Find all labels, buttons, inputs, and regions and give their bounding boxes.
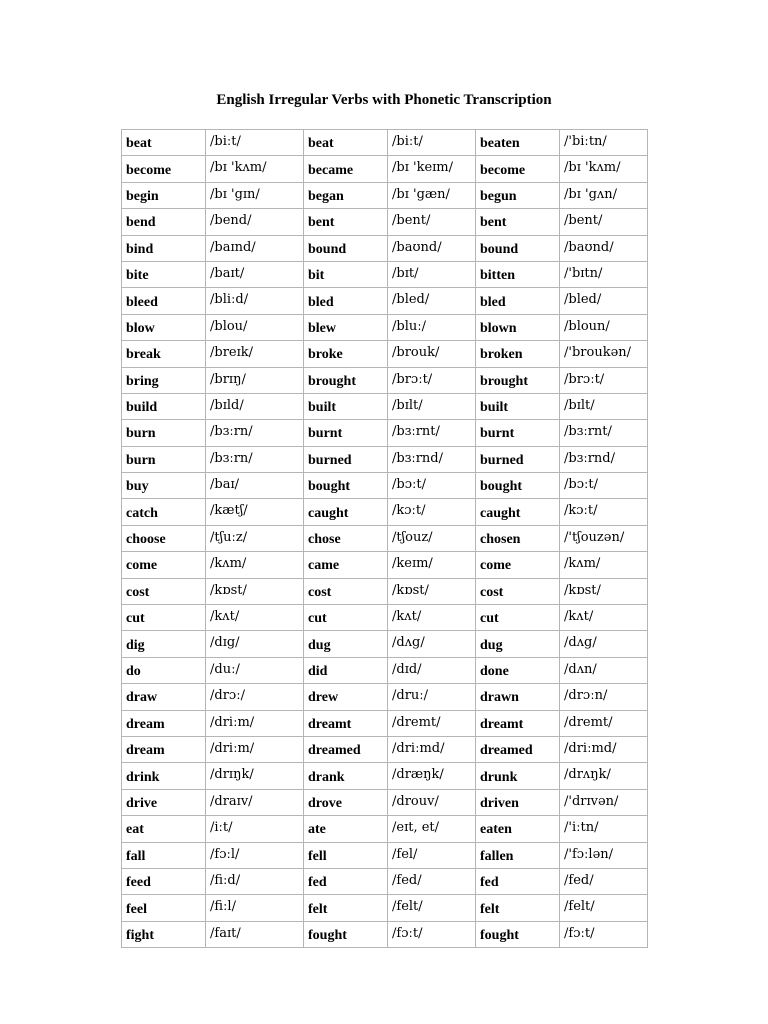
participle-form-cell: become	[476, 156, 560, 182]
past-form-cell: ate	[304, 816, 388, 842]
base-ipa-cell: /bɪ 'kʌm/	[206, 156, 304, 182]
participle-form-cell: driven	[476, 790, 560, 816]
table-row	[122, 763, 648, 789]
base-form-cell: fall	[122, 843, 206, 869]
table-row	[122, 315, 648, 341]
past-form-cell: fell	[304, 843, 388, 869]
table-row	[122, 711, 648, 737]
base-ipa-cell: /fɔːl/	[206, 843, 304, 869]
past-ipa-cell: /brɔːt/	[388, 368, 476, 394]
table-row	[122, 288, 648, 314]
table-row	[122, 420, 648, 446]
participle-form-cell: burned	[476, 447, 560, 473]
base-ipa-cell: /draɪv/	[206, 790, 304, 816]
table-row	[122, 737, 648, 763]
table-row	[122, 922, 648, 948]
past-form-cell: bound	[304, 236, 388, 262]
base-form-cell: bend	[122, 209, 206, 235]
participle-ipa-cell: /drɔːn/	[560, 684, 648, 710]
base-form-cell: dig	[122, 631, 206, 657]
past-form-cell: drank	[304, 763, 388, 789]
base-form-cell: come	[122, 552, 206, 578]
participle-ipa-cell: /bloun/	[560, 315, 648, 341]
participle-form-cell: cut	[476, 605, 560, 631]
participle-form-cell: bent	[476, 209, 560, 235]
participle-form-cell: beaten	[476, 130, 560, 156]
past-form-cell: caught	[304, 499, 388, 525]
past-ipa-cell: /bɪt/	[388, 262, 476, 288]
base-ipa-cell: /bliːd/	[206, 288, 304, 314]
past-form-cell: fought	[304, 922, 388, 948]
base-ipa-cell: /breɪk/	[206, 341, 304, 367]
base-ipa-cell: /bɪ 'gɪn/	[206, 183, 304, 209]
participle-form-cell: dug	[476, 631, 560, 657]
base-form-cell: beat	[122, 130, 206, 156]
base-form-cell: feed	[122, 869, 206, 895]
base-ipa-cell: /baɪt/	[206, 262, 304, 288]
base-ipa-cell: /brɪŋ/	[206, 368, 304, 394]
base-ipa-cell: /drɪŋk/	[206, 763, 304, 789]
participle-ipa-cell: /bɪlt/	[560, 394, 648, 420]
participle-ipa-cell: /bɔːt/	[560, 473, 648, 499]
past-form-cell: beat	[304, 130, 388, 156]
past-ipa-cell: /bɜːrnt/	[388, 420, 476, 446]
base-ipa-cell: /blou/	[206, 315, 304, 341]
participle-form-cell: come	[476, 552, 560, 578]
past-ipa-cell: /biːt/	[388, 130, 476, 156]
participle-ipa-cell: /fed/	[560, 869, 648, 895]
past-ipa-cell: /dɪd/	[388, 658, 476, 684]
participle-ipa-cell: /bɜːrnd/	[560, 447, 648, 473]
base-form-cell: cut	[122, 605, 206, 631]
participle-form-cell: built	[476, 394, 560, 420]
table-row	[122, 605, 648, 631]
participle-ipa-cell: /'biːtn/	[560, 130, 648, 156]
past-ipa-cell: /drouv/	[388, 790, 476, 816]
base-form-cell: do	[122, 658, 206, 684]
participle-ipa-cell: /dʌn/	[560, 658, 648, 684]
past-ipa-cell: /bɪ 'keɪm/	[388, 156, 476, 182]
base-form-cell: blow	[122, 315, 206, 341]
past-form-cell: bled	[304, 288, 388, 314]
participle-ipa-cell: /kɔːt/	[560, 499, 648, 525]
table-row	[122, 631, 648, 657]
past-ipa-cell: /bled/	[388, 288, 476, 314]
base-ipa-cell: /kɒst/	[206, 579, 304, 605]
past-form-cell: felt	[304, 895, 388, 921]
past-ipa-cell: /keɪm/	[388, 552, 476, 578]
table-row	[122, 394, 648, 420]
past-ipa-cell: /bluː/	[388, 315, 476, 341]
past-ipa-cell: /kɔːt/	[388, 499, 476, 525]
participle-form-cell: caught	[476, 499, 560, 525]
past-ipa-cell: /bɪ 'gæn/	[388, 183, 476, 209]
participle-form-cell: eaten	[476, 816, 560, 842]
base-ipa-cell: /bɜːrn/	[206, 420, 304, 446]
participle-form-cell: bound	[476, 236, 560, 262]
participle-ipa-cell: /felt/	[560, 895, 648, 921]
participle-ipa-cell: /'broukən/	[560, 341, 648, 367]
base-ipa-cell: /kʌm/	[206, 552, 304, 578]
table-row	[122, 183, 648, 209]
past-ipa-cell: /druː/	[388, 684, 476, 710]
past-ipa-cell: /eɪt, et/	[388, 816, 476, 842]
table-row	[122, 447, 648, 473]
page-title: English Irregular Verbs with Phonetic Transcription	[216, 92, 552, 108]
table-row	[122, 843, 648, 869]
base-form-cell: break	[122, 341, 206, 367]
base-ipa-cell: /fiːd/	[206, 869, 304, 895]
base-form-cell: drink	[122, 763, 206, 789]
past-form-cell: bit	[304, 262, 388, 288]
table-row	[122, 895, 648, 921]
table-row	[122, 658, 648, 684]
past-form-cell: drove	[304, 790, 388, 816]
past-ipa-cell: /dræŋk/	[388, 763, 476, 789]
base-form-cell: dream	[122, 711, 206, 737]
past-form-cell: became	[304, 156, 388, 182]
base-ipa-cell: /bend/	[206, 209, 304, 235]
table-row	[122, 869, 648, 895]
table-row	[122, 579, 648, 605]
past-ipa-cell: /fɔːt/	[388, 922, 476, 948]
participle-form-cell: blown	[476, 315, 560, 341]
base-form-cell: catch	[122, 499, 206, 525]
participle-form-cell: chosen	[476, 526, 560, 552]
past-form-cell: bent	[304, 209, 388, 235]
participle-ipa-cell: /drʌŋk/	[560, 763, 648, 789]
past-form-cell: dug	[304, 631, 388, 657]
table-row	[122, 209, 648, 235]
base-form-cell: build	[122, 394, 206, 420]
past-form-cell: fed	[304, 869, 388, 895]
base-form-cell: drive	[122, 790, 206, 816]
past-ipa-cell: /bɪlt/	[388, 394, 476, 420]
base-form-cell: burn	[122, 447, 206, 473]
past-ipa-cell: /bɜːrnd/	[388, 447, 476, 473]
past-form-cell: burnt	[304, 420, 388, 446]
base-form-cell: dream	[122, 737, 206, 763]
past-ipa-cell: /dremt/	[388, 711, 476, 737]
past-form-cell: cost	[304, 579, 388, 605]
past-form-cell: blew	[304, 315, 388, 341]
participle-ipa-cell: /dremt/	[560, 711, 648, 737]
base-ipa-cell: /driːm/	[206, 711, 304, 737]
past-form-cell: burned	[304, 447, 388, 473]
past-form-cell: did	[304, 658, 388, 684]
base-form-cell: bleed	[122, 288, 206, 314]
base-ipa-cell: /bɪld/	[206, 394, 304, 420]
base-form-cell: feel	[122, 895, 206, 921]
participle-form-cell: fallen	[476, 843, 560, 869]
past-ipa-cell: /fed/	[388, 869, 476, 895]
table-row	[122, 341, 648, 367]
participle-form-cell: drawn	[476, 684, 560, 710]
past-ipa-cell: /brouk/	[388, 341, 476, 367]
base-ipa-cell: /kætʃ/	[206, 499, 304, 525]
participle-ipa-cell: /bɪ 'kʌm/	[560, 156, 648, 182]
participle-ipa-cell: /fɔːt/	[560, 922, 648, 948]
table-row	[122, 236, 648, 262]
base-ipa-cell: /iːt/	[206, 816, 304, 842]
base-form-cell: become	[122, 156, 206, 182]
base-ipa-cell: /driːm/	[206, 737, 304, 763]
base-ipa-cell: /biːt/	[206, 130, 304, 156]
table-row	[122, 816, 648, 842]
past-form-cell: built	[304, 394, 388, 420]
past-form-cell: broke	[304, 341, 388, 367]
base-ipa-cell: /baɪ/	[206, 473, 304, 499]
participle-form-cell: brought	[476, 368, 560, 394]
past-ipa-cell: /driːmd/	[388, 737, 476, 763]
participle-form-cell: broken	[476, 341, 560, 367]
base-ipa-cell: /tʃuːz/	[206, 526, 304, 552]
participle-form-cell: dreamed	[476, 737, 560, 763]
past-form-cell: cut	[304, 605, 388, 631]
participle-ipa-cell: /bled/	[560, 288, 648, 314]
past-ipa-cell: /kʌt/	[388, 605, 476, 631]
participle-ipa-cell: /kʌm/	[560, 552, 648, 578]
past-ipa-cell: /fel/	[388, 843, 476, 869]
participle-ipa-cell: /driːmd/	[560, 737, 648, 763]
base-form-cell: bind	[122, 236, 206, 262]
table-row	[122, 473, 648, 499]
base-form-cell: bite	[122, 262, 206, 288]
verb-table	[121, 129, 648, 948]
base-ipa-cell: /baɪnd/	[206, 236, 304, 262]
participle-form-cell: drunk	[476, 763, 560, 789]
base-form-cell: choose	[122, 526, 206, 552]
participle-form-cell: cost	[476, 579, 560, 605]
participle-ipa-cell: /bent/	[560, 209, 648, 235]
base-form-cell: bring	[122, 368, 206, 394]
table-row	[122, 684, 648, 710]
past-form-cell: came	[304, 552, 388, 578]
past-ipa-cell: /felt/	[388, 895, 476, 921]
participle-form-cell: bled	[476, 288, 560, 314]
past-ipa-cell: /tʃouz/	[388, 526, 476, 552]
past-form-cell: chose	[304, 526, 388, 552]
table-row	[122, 368, 648, 394]
participle-form-cell: fought	[476, 922, 560, 948]
past-form-cell: dreamed	[304, 737, 388, 763]
table-row	[122, 130, 648, 156]
past-form-cell: bought	[304, 473, 388, 499]
base-ipa-cell: /bɜːrn/	[206, 447, 304, 473]
past-form-cell: began	[304, 183, 388, 209]
past-ipa-cell: /dʌg/	[388, 631, 476, 657]
participle-form-cell: fed	[476, 869, 560, 895]
base-form-cell: draw	[122, 684, 206, 710]
participle-ipa-cell: /bɪ 'gʌn/	[560, 183, 648, 209]
base-ipa-cell: /fiːl/	[206, 895, 304, 921]
participle-form-cell: bitten	[476, 262, 560, 288]
base-form-cell: cost	[122, 579, 206, 605]
participle-ipa-cell: /'drɪvən/	[560, 790, 648, 816]
table-row	[122, 790, 648, 816]
past-ipa-cell: /bɔːt/	[388, 473, 476, 499]
past-ipa-cell: /baʊnd/	[388, 236, 476, 262]
participle-ipa-cell: /baʊnd/	[560, 236, 648, 262]
table-row	[122, 526, 648, 552]
base-form-cell: eat	[122, 816, 206, 842]
past-ipa-cell: /bent/	[388, 209, 476, 235]
participle-form-cell: felt	[476, 895, 560, 921]
past-form-cell: brought	[304, 368, 388, 394]
participle-ipa-cell: /bɜːrnt/	[560, 420, 648, 446]
table-row	[122, 262, 648, 288]
participle-form-cell: bought	[476, 473, 560, 499]
base-form-cell: begin	[122, 183, 206, 209]
past-form-cell: dreamt	[304, 711, 388, 737]
participle-ipa-cell: /'fɔːlən/	[560, 843, 648, 869]
base-form-cell: fight	[122, 922, 206, 948]
participle-form-cell: begun	[476, 183, 560, 209]
base-form-cell: burn	[122, 420, 206, 446]
participle-ipa-cell: /kʌt/	[560, 605, 648, 631]
participle-ipa-cell: /'iːtn/	[560, 816, 648, 842]
past-ipa-cell: /kɒst/	[388, 579, 476, 605]
base-ipa-cell: /faɪt/	[206, 922, 304, 948]
participle-ipa-cell: /'tʃouzən/	[560, 526, 648, 552]
base-form-cell: buy	[122, 473, 206, 499]
base-ipa-cell: /duː/	[206, 658, 304, 684]
participle-form-cell: dreamt	[476, 711, 560, 737]
table-row	[122, 156, 648, 182]
base-ipa-cell: /drɔː/	[206, 684, 304, 710]
past-form-cell: drew	[304, 684, 388, 710]
table-row	[122, 499, 648, 525]
participle-form-cell: burnt	[476, 420, 560, 446]
base-ipa-cell: /dɪg/	[206, 631, 304, 657]
participle-ipa-cell: /'bɪtn/	[560, 262, 648, 288]
participle-ipa-cell: /brɔːt/	[560, 368, 648, 394]
participle-ipa-cell: /dʌg/	[560, 631, 648, 657]
base-ipa-cell: /kʌt/	[206, 605, 304, 631]
participle-ipa-cell: /kɒst/	[560, 579, 648, 605]
participle-form-cell: done	[476, 658, 560, 684]
table-row	[122, 552, 648, 578]
